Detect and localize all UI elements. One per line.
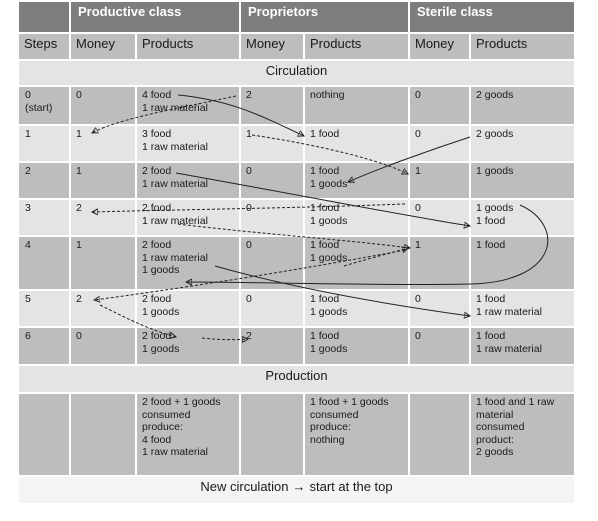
production-sterile-line: material (476, 408, 514, 421)
row-rp-value: 1 food (310, 202, 340, 214)
row-sm-value: 0 (415, 128, 421, 140)
step-cell-line: 5 (25, 293, 31, 305)
row-rm-value: 2 (246, 89, 252, 101)
subheader-money2-label: Money (246, 36, 286, 51)
row-rp-value: 1 food (310, 165, 340, 177)
step-cell-line: 2 (25, 165, 31, 177)
flow-arrow (92, 96, 236, 133)
step-cell-line: 3 (25, 202, 31, 214)
step-cell-line: 0 (25, 89, 31, 101)
step-cell-line: (start) (25, 101, 53, 114)
circulation-label: Circulation (265, 63, 328, 78)
production-productive-line: consumed (142, 408, 191, 421)
row-rp-value: 1 food (310, 128, 340, 140)
row-sm-value: 1 (415, 239, 421, 251)
production-productive-line: 1 raw material (142, 446, 208, 458)
row-pm-value: 1 (76, 165, 82, 177)
flow-arrow (202, 338, 248, 340)
row-pm-value: 2 (76, 293, 82, 305)
row-pp-value: 1 goods (142, 342, 180, 355)
row-sp-value: 2 goods (476, 128, 514, 140)
flow-arrow (178, 224, 410, 248)
flow-arrow (176, 173, 470, 226)
row-rm-value: 1 (246, 128, 252, 140)
production-sterile-line: consumed (476, 421, 525, 433)
row-sp-value: 1 goods (476, 165, 514, 177)
header-proprietors-label: Proprietors (248, 4, 319, 19)
step-cell-line: 4 (25, 239, 31, 251)
row-rp-value: 1 goods (310, 251, 348, 264)
flow-arrow (178, 95, 304, 136)
row-pp-value: 2 food (142, 202, 172, 214)
row-pm-value: 1 (76, 128, 82, 140)
row-sm-value: 0 (415, 89, 421, 101)
row-sp-value: 1 food (476, 330, 506, 342)
row-pm-value: 0 (76, 330, 82, 342)
row-pp-value: 1 raw material (142, 101, 208, 114)
row-rp-value: nothing (310, 89, 345, 101)
row-sp-value: 1 goods (476, 202, 514, 214)
row-rm-value: 0 (246, 293, 252, 305)
row-pp-value: 1 raw material (142, 177, 208, 190)
production-proprietors-line: produce: (310, 421, 351, 433)
row-rp-value: 1 food (310, 293, 340, 305)
row-pm-value: 1 (76, 239, 82, 251)
row-pm-value: 2 (76, 202, 82, 214)
row-rp-value: 1 food (310, 239, 340, 251)
row-pp-value: 1 raw material (142, 140, 208, 153)
flow-arrow (100, 305, 176, 337)
footer-text2: start at the top (309, 479, 393, 494)
row-rp-value: 1 goods (310, 177, 348, 190)
row-sp-value: 2 goods (476, 89, 514, 101)
row-sm-value: 0 (415, 202, 421, 214)
row-sp-value: 1 raw material (476, 305, 542, 318)
row-rm-value: 2 (246, 330, 252, 342)
row-pp-value: 2 food (142, 293, 172, 305)
subheader-money3-label: Money (415, 36, 455, 51)
production-sterile-line: 2 goods (476, 446, 514, 458)
row-pp-value: 2 food (142, 239, 172, 251)
flow-arrow (344, 248, 408, 266)
row-rp-value: 1 goods (310, 214, 348, 227)
row-pp-value: 1 raw material (142, 214, 208, 227)
production-productive-line: produce: (142, 421, 183, 433)
production-proprietors-line: consumed (310, 408, 359, 421)
row-sm-value: 1 (415, 165, 421, 177)
row-pp-value: 3 food (142, 128, 172, 140)
header-sterile-label: Sterile class (417, 4, 493, 19)
flow-arrow (215, 266, 470, 316)
subheader-money1-label: Money (76, 36, 116, 51)
subheader-steps-label: Steps (24, 36, 58, 51)
row-pm-value: 0 (76, 89, 82, 101)
step-cell-line: 6 (25, 330, 31, 342)
row-sp-value: 1 food (476, 239, 506, 251)
row-rp-value: 1 goods (310, 305, 348, 318)
flow-arrow (252, 135, 408, 174)
row-sm-value: 0 (415, 293, 421, 305)
production-proprietors-line: 1 food + 1 goods (310, 396, 389, 408)
row-rm-value: 0 (246, 239, 252, 251)
arrow-right-icon: → (292, 479, 306, 494)
row-sp-value: 1 raw material (476, 342, 542, 355)
production-label: Production (265, 368, 328, 383)
row-pp-value: 2 food (142, 330, 172, 342)
production-sterile-line: product: (476, 433, 514, 446)
production-sterile-line: 1 food and 1 raw (476, 396, 555, 408)
row-rp-value: 1 goods (310, 342, 348, 355)
subheader-products2-label: Products (310, 36, 362, 51)
subheader-products1-label: Products (142, 36, 194, 51)
row-sp-value: 1 food (476, 214, 506, 227)
row-pp-value: 2 food (142, 165, 172, 177)
subheader-products3-label: Products (476, 36, 528, 51)
production-productive-line: 4 food (142, 433, 172, 446)
row-pp-value: 4 food (142, 89, 172, 101)
row-rp-value: 1 food (310, 330, 340, 342)
production-productive-line: 2 food + 1 goods (142, 396, 221, 408)
footer-text: New circulation (200, 479, 289, 494)
row-rm-value: 0 (246, 202, 252, 214)
row-sm-value: 0 (415, 330, 421, 342)
row-sp-value: 1 food (476, 293, 506, 305)
row-pp-value: 1 raw material (142, 251, 208, 264)
row-pp-value: 1 goods (142, 264, 180, 276)
step-cell-line: 1 (25, 128, 31, 140)
flow-arrow (92, 204, 405, 212)
row-pp-value: 1 goods (142, 305, 180, 318)
flow-arrow (348, 137, 470, 182)
header-productive-label: Productive class (78, 4, 182, 19)
production-proprietors-line: nothing (310, 433, 345, 446)
row-rm-value: 0 (246, 165, 252, 177)
